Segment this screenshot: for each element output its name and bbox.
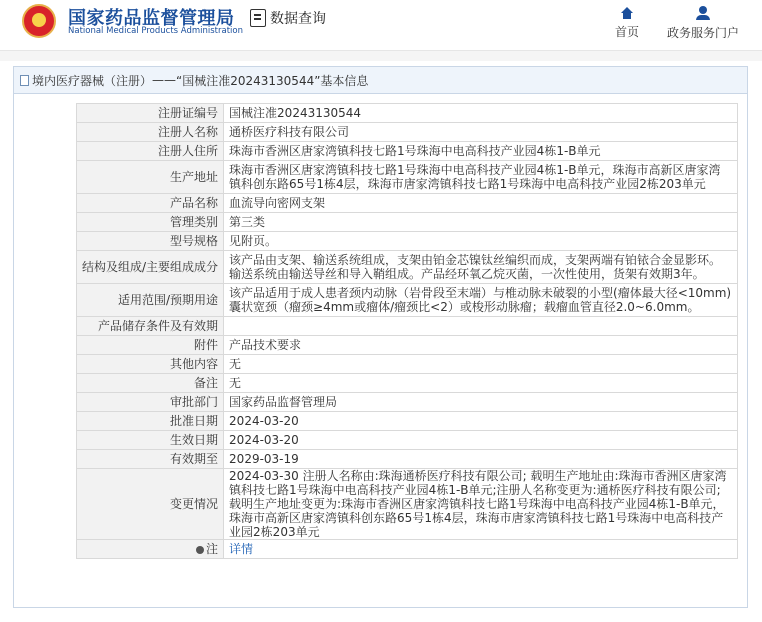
nav-home[interactable] (615, 4, 639, 40)
field-label: 适用范围/预期用途 (77, 284, 224, 317)
data-query-label: 数据查询 (270, 11, 326, 27)
data-query-link[interactable] (250, 8, 326, 28)
field-value: 2024-03-20 (224, 431, 738, 450)
table-row (77, 450, 738, 469)
breadcrumb-separator: —— (152, 73, 177, 87)
brand-name-en: National Medical Products Administration (68, 26, 243, 36)
table-row (77, 431, 738, 450)
field-label: 型号规格 (77, 232, 224, 251)
home-icon (621, 7, 633, 13)
info-table (76, 103, 738, 559)
table-row (77, 355, 738, 374)
field-label: 管理类别 (77, 213, 224, 232)
table-row (77, 374, 738, 393)
header-separator (0, 51, 762, 61)
field-value: 无 (224, 355, 738, 374)
field-value: 产品技术要求 (224, 336, 738, 355)
field-label: 注册证编号 (77, 104, 224, 123)
field-value: 2024-03-30 注册人名称由:珠海通桥医疗科技有限公司; 载明生产地址由:珠海市香洲区唐家湾镇科技七路1号珠海中电高科技产业园4栋1-B单元;注册人名称变更为:通桥医疗科技有限公司; 载明生产地址变更为:珠海市香洲区唐家湾镇科技七路1号珠海中电高科技产业园4栋1-B单元，珠海市高新区唐家湾镇科创东路65号1栋4层，珠海市唐家湾镇科技七路1号珠海中电高科技产业园2栋203单元 (224, 469, 738, 540)
field-label: 其他内容 (77, 355, 224, 374)
table-row (77, 412, 738, 431)
site-header (0, 0, 762, 51)
breadcrumb-category: 境内医疗器械（注册） (32, 73, 153, 88)
field-value: 血流导向密网支架 (224, 194, 738, 213)
panel-title (14, 67, 747, 94)
field-value: 无 (224, 374, 738, 393)
note-value-cell (224, 540, 738, 559)
field-value: 第三类 (224, 213, 738, 232)
field-value: 通桥医疗科技有限公司 (224, 123, 738, 142)
table-row (77, 194, 738, 213)
table-row (77, 393, 738, 412)
nav-service-portal[interactable] (667, 4, 739, 41)
table-row (77, 336, 738, 355)
table-row (77, 251, 738, 284)
field-label: 备注 (77, 374, 224, 393)
nav-portal-label: 政务服务门户 (667, 26, 740, 40)
field-label: 批准日期 (77, 412, 224, 431)
field-value: 该产品由支架、输送系统组成，支架由铂金芯镍钛丝编织而成，支架两端有铂铱合金显影环。输送系统由输送导丝和导入鞘组成。产品经环氧乙烷灭菌，一次性使用，货架有效期3年。 (224, 251, 738, 284)
document-search-icon (250, 9, 266, 27)
table-row (77, 213, 738, 232)
field-label: 结构及组成/主要组成成分 (77, 251, 224, 284)
breadcrumb-title: “国械注准20243130544”基本信息 (176, 73, 369, 88)
table-row (77, 104, 738, 123)
table-row (77, 123, 738, 142)
user-icon (699, 6, 707, 14)
field-label: 生效日期 (77, 431, 224, 450)
field-label: 注册人名称 (77, 123, 224, 142)
note-label: 注 (206, 542, 219, 556)
nav-home-label: 首页 (615, 25, 640, 39)
field-value: 2024-03-20 (224, 412, 738, 431)
field-value: 国械注准20243130544 (224, 104, 738, 123)
table-row (77, 469, 738, 540)
field-label: 附件 (77, 336, 224, 355)
field-value: 珠海市香洲区唐家湾镇科技七路1号珠海中电高科技产业园4栋1-B单元 (224, 142, 738, 161)
table-row (77, 161, 738, 194)
field-value (224, 317, 738, 336)
note-row (77, 540, 738, 559)
note-label-cell (77, 540, 224, 559)
details-link[interactable]: 详情 (229, 542, 254, 556)
note-marker-icon (196, 546, 204, 554)
brand-name-cn: 国家药品监督管理局 (68, 8, 235, 29)
table-row (77, 142, 738, 161)
table-row (77, 317, 738, 336)
field-label: 产品名称 (77, 194, 224, 213)
field-value: 珠海市香洲区唐家湾镇科技七路1号珠海中电高科技产业园4栋1-B单元，珠海市高新区唐家湾镇科创东路65号1栋4层，珠海市唐家湾镇科技七路1号珠海中电高科技产业园2栋203单元 (224, 161, 738, 194)
field-label: 审批部门 (77, 393, 224, 412)
field-value: 见附页。 (224, 232, 738, 251)
detail-panel (13, 66, 748, 608)
field-value: 该产品适用于成人患者颈内动脉（岩骨段至末端）与椎动脉未破裂的小型(瘤体最大径<10mm)囊状宽颈（瘤颈≥4mm或瘤体/瘤颈比<2）或梭形动脉瘤；载瘤血管直径2.0~6.0mm。 (224, 284, 738, 317)
field-label: 有效期至 (77, 450, 224, 469)
field-label: 注册人住所 (77, 142, 224, 161)
national-emblem-logo (22, 4, 56, 38)
field-label: 生产地址 (77, 161, 224, 194)
field-value: 2029-03-19 (224, 450, 738, 469)
table-row (77, 284, 738, 317)
field-label: 变更情况 (77, 469, 224, 540)
document-icon (20, 75, 29, 86)
field-value: 国家药品监督管理局 (224, 393, 738, 412)
table-row (77, 232, 738, 251)
field-label: 产品储存条件及有效期 (77, 317, 224, 336)
